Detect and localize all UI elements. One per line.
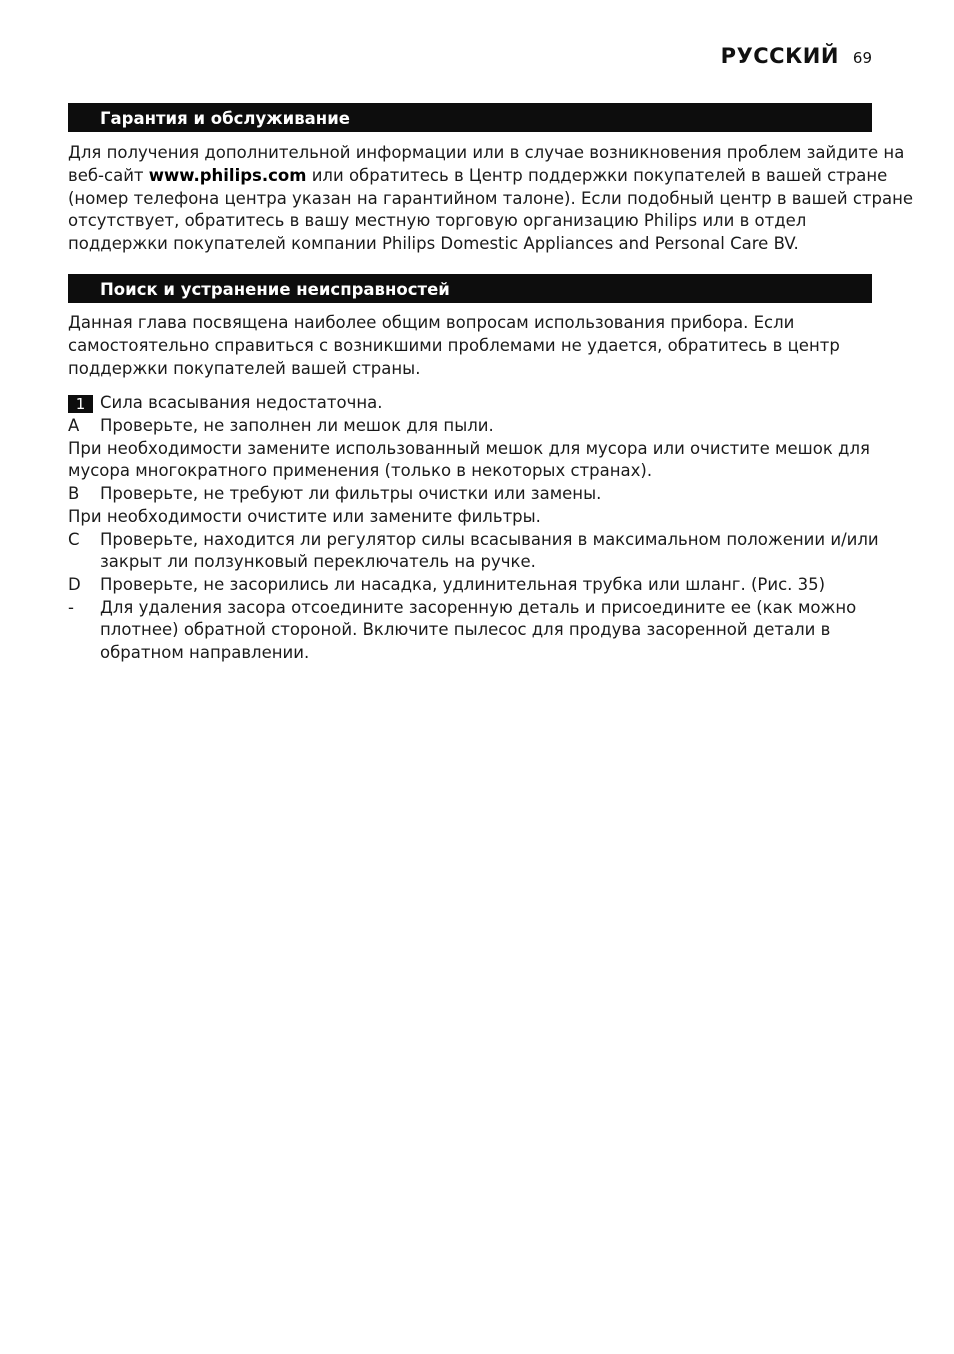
- paragraph-line: Для получения дополнительной информации или в случае возникновения проблем зайдите на: [68, 143, 905, 162]
- dash-item-text: обратном направлении.: [100, 643, 310, 662]
- website-link[interactable]: www.philips.com: [148, 165, 307, 185]
- paragraph-line: (номер телефона центра указан на гарантийном талоне). Если подобный центр в вашей стране: [68, 188, 914, 208]
- dash-item-text: Для удаления засора отсоедините засоренную деталь и присоедините ее (как можно: [100, 598, 857, 617]
- page-number: 69: [852, 49, 872, 67]
- item-label-d: D: [68, 575, 81, 594]
- step-number-badge: 1: [68, 395, 93, 413]
- item-note-a: мусора многократного применения (только в некоторых странах).: [68, 461, 653, 480]
- item-label-a: A: [68, 416, 80, 435]
- dash-bullet: -: [68, 598, 74, 617]
- dash-item-text: плотнее) обратной стороной. Включите пылесос для продува засоренной детали в: [100, 620, 831, 639]
- warranty-paragraph: [68, 142, 914, 256]
- section-heading-warranty: Гарантия и обслуживание: [68, 103, 872, 132]
- paragraph-line: Данная глава посвящена наиболее общим вопросам использования прибора. Если: [68, 313, 795, 332]
- paragraph-line: веб-сайт www.philips.com или обратитесь в Центр поддержки покупателей в вашей стране: [68, 165, 888, 185]
- item-note-b: При необходимости очистите или замените фильтры.: [68, 507, 541, 526]
- item-text-b: Проверьте, не требуют ли фильтры очистки или замены.: [100, 484, 602, 503]
- step-title: Сила всасывания недостаточна.: [100, 393, 383, 412]
- troubleshooting-intro: [68, 312, 878, 380]
- paragraph-line: поддержки покупателей вашей страны.: [68, 358, 421, 378]
- paragraph-line: отсутствует, обратитесь в вашу местную торговую организацию Philips или в отдел: [68, 211, 807, 231]
- item-text-c: закрыт ли ползунковый переключатель на ручке.: [100, 552, 536, 571]
- item-label-b: B: [68, 484, 80, 503]
- language-label: РУССКИЙ: [720, 44, 839, 68]
- item-text-c: Проверьте, находится ли регулятор силы всасывания в максимальном положении и/или: [100, 530, 879, 549]
- item-text-a: Проверьте, не заполнен ли мешок для пыли.: [100, 416, 494, 435]
- paragraph-line: поддержки покупателей компании Philips Domestic Appliances and Personal Care BV.: [68, 234, 799, 254]
- paragraph-line: самостоятельно справиться с возникшими проблемами не удается, обратитесь в центр: [68, 335, 840, 355]
- item-label-c: C: [68, 530, 80, 549]
- item-text-d: Проверьте, не засорились ли насадка, удлинительная трубка или шланг. (Рис. 35): [100, 575, 826, 594]
- item-note-a: При необходимости замените использованный мешок для мусора или очистите мешок для: [68, 439, 870, 458]
- page-header: [721, 44, 872, 68]
- section-heading-troubleshooting: Поиск и устранение неисправностей: [68, 274, 872, 303]
